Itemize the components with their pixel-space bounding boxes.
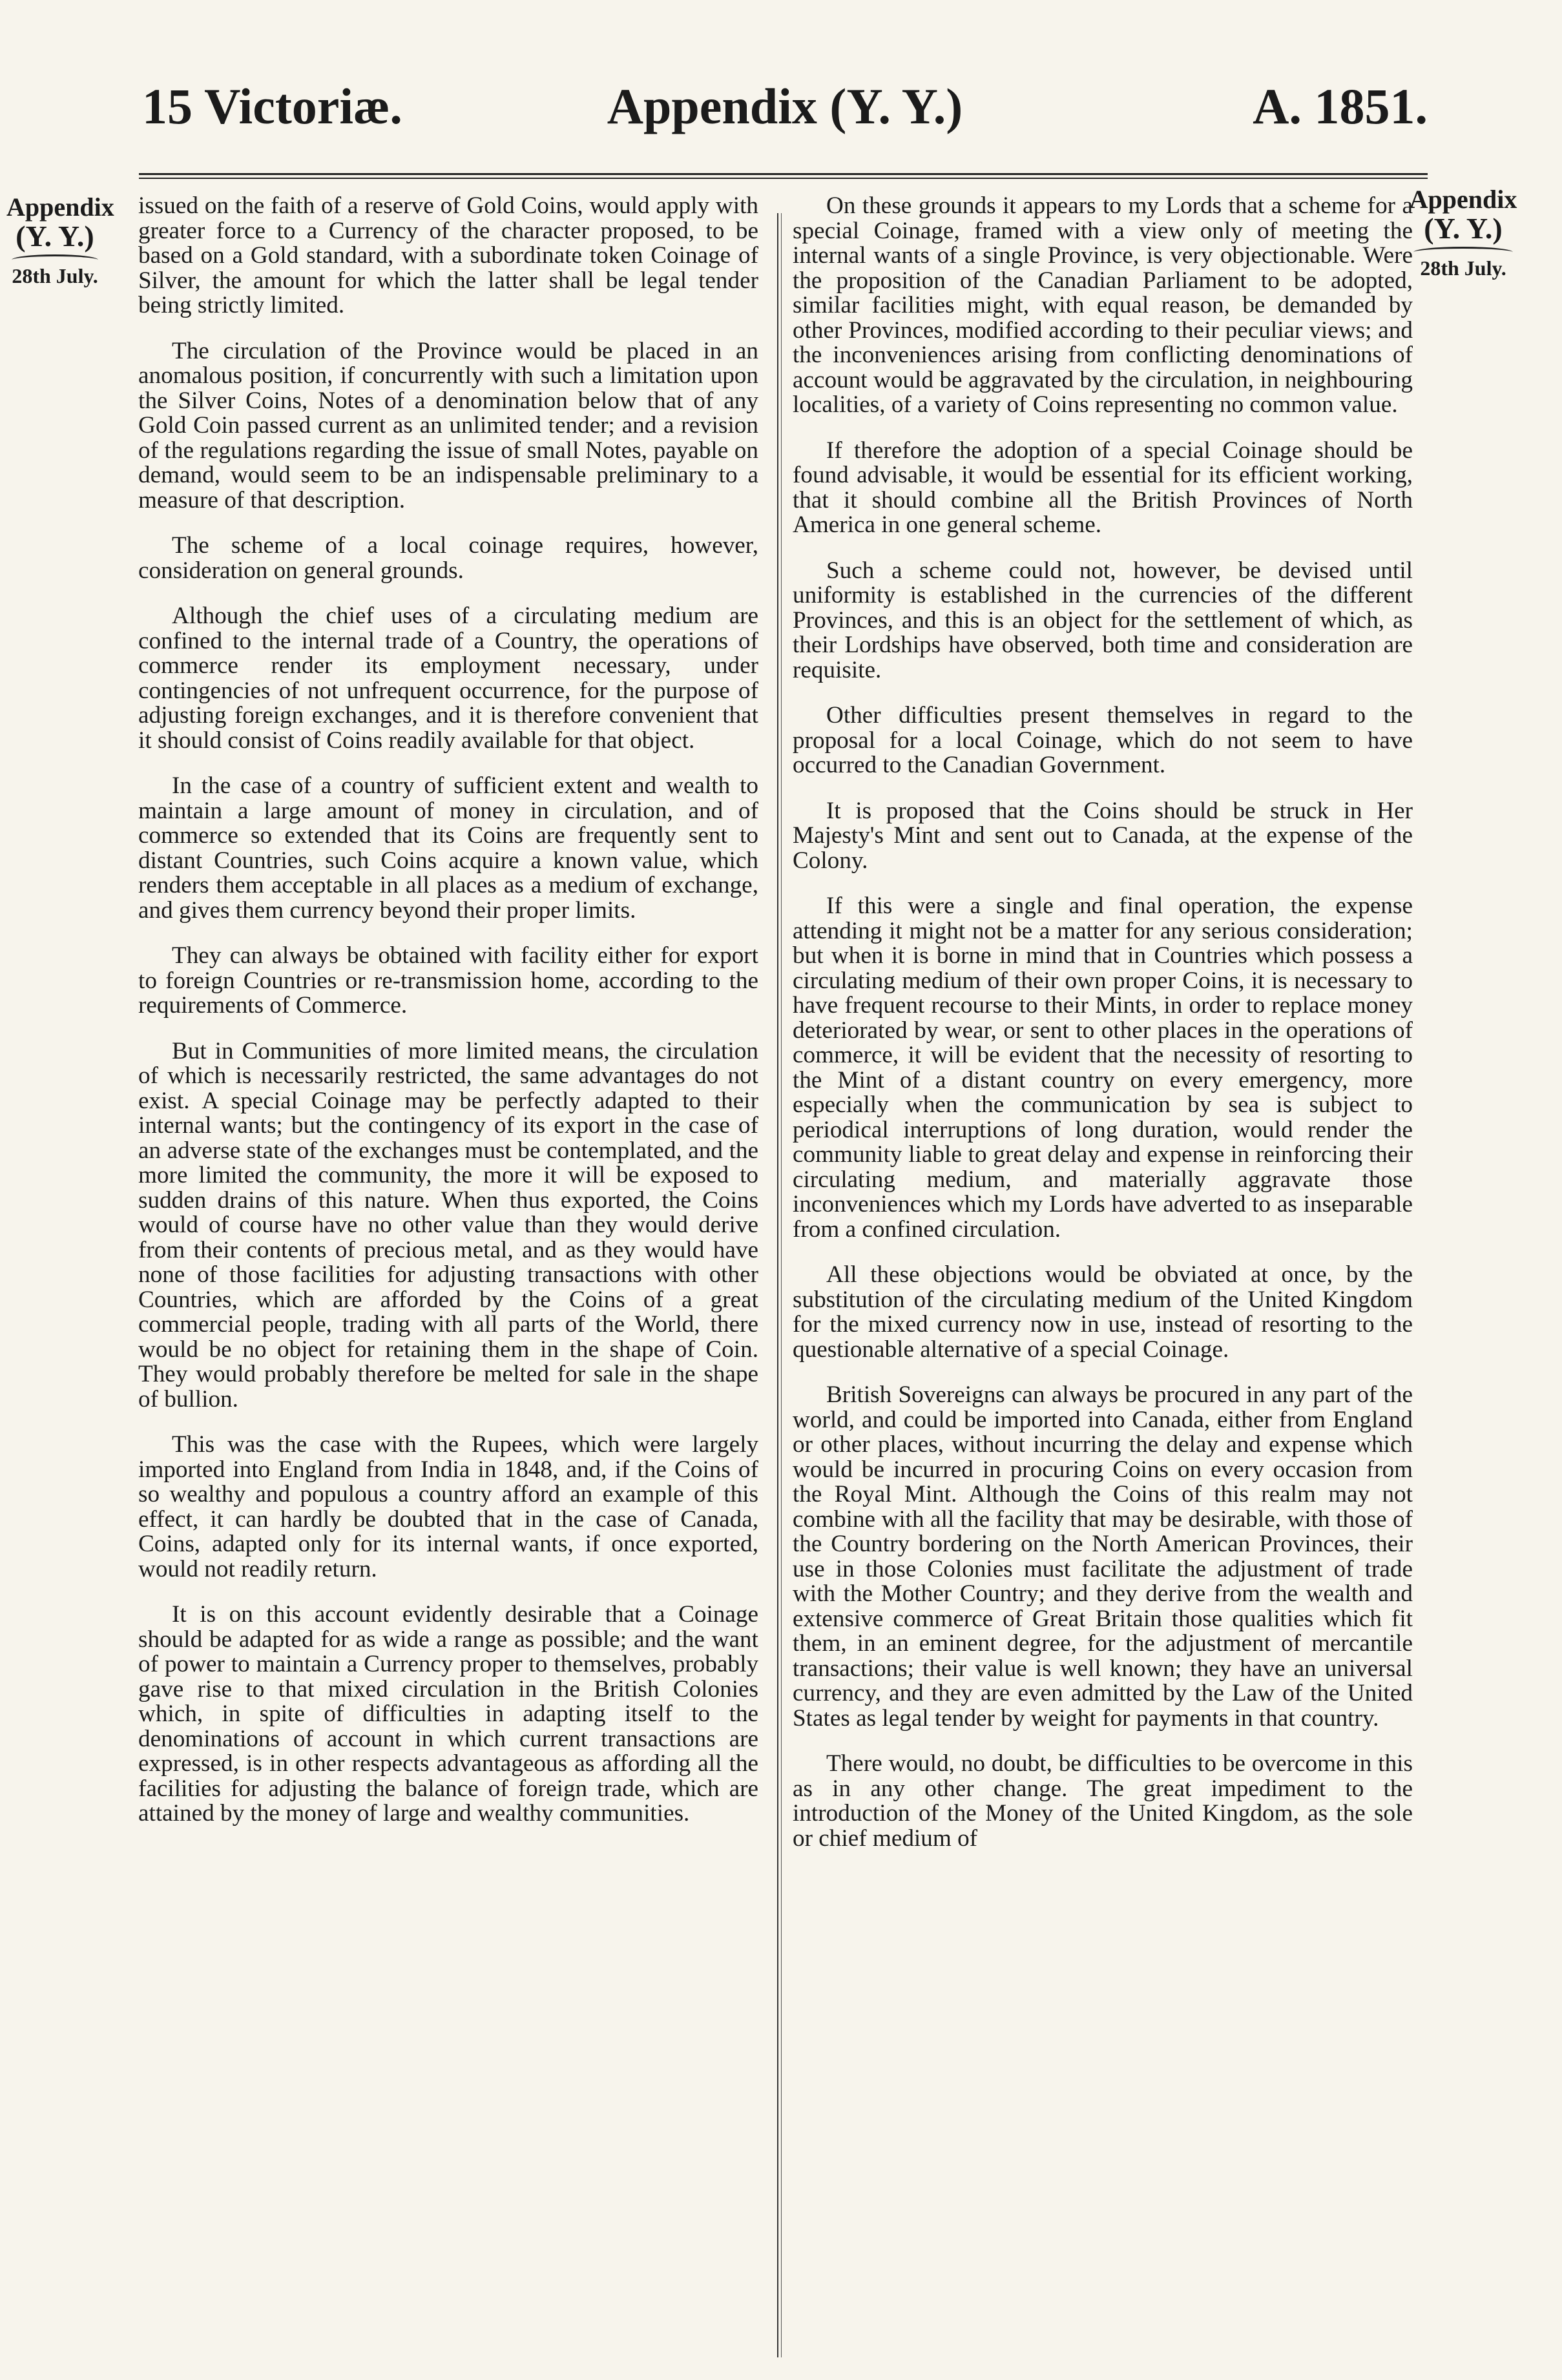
paragraph: But in Communities of more limited means, the circulation of which is necessarily restricted, the same advantages do not exist. A special Coinage may be perfectly adapted to their internal wants; but the contingency of its export in the case of an adverse state of the exchanges must be contemplated, and the more limited the community, the more it will be exposed to sudden drains of this nature. When thus exported, the Coins would of course have no other value than they would derive from their contents of precious metal, and as they would have none of those facilities for adjusting transactions with other Countries, which are afforded by the Coins of a great commercial people, trading with all parts of the World, there would be no object for retaining them in the shape of Coin. They would probably therefore be melted for sale in the shape of bullion. [138, 1037, 758, 1412]
paragraph: It is on this account evidently desirable that a Coinage should be adapted for as wide a range as possible; and the want of power to maintain a Currency proper to themselves, probably gave rise to that mixed circulation in the British Colonies which, in spite of difficulties in adapting itself to the denominations of account in which current transactions are expressed, is in other respects advantageous as affording all the facilities for adjusting the balance of foreign trade, which are attained by the money of large and wealthy communities. [138, 1601, 758, 1826]
left-column [138, 194, 758, 1847]
paragraph: issued on the faith of a reserve of Gold Coins, would apply with greater force to a Currency of the character proposed, to be based on a Gold standard, with a subordinate token Coinage of Silver, the amount for which the latter shall be legal tender being strictly limited. [138, 192, 758, 318]
margin-note-title: Appendix [1409, 185, 1517, 214]
paragraph: Such a scheme could not, however, be devised until uniformity is established in the currencies of the different Provinces, and this is an object for the settlement of which, as their Lordships have observed, both time and consideration are requisite. [793, 557, 1413, 683]
header-rule [139, 173, 1428, 179]
paragraph: There would, no doubt, be difficulties to be overcome in this as in any other change. The great impediment to the introduction of the Money of the United Kingdom, as the sole or chief medium of [793, 1750, 1413, 1852]
margin-note-title: Appendix [6, 192, 114, 222]
header-session: 15 Victoriæ. [142, 78, 402, 134]
right-column [793, 194, 1413, 1872]
paragraph: If therefore the adoption of a special Coinage should be found advisable, it would be essential for its efficient working, that it should combine all the British Provinces of North America in one general scheme. [793, 437, 1413, 538]
paragraph: This was the case with the Rupees, which were largely imported into England from India in 1848, and, if the Coins of so wealthy and populous a country afford an example of this effect, it can hardly be doubted that in the case of Canada, Coins, adapted only for its internal wants, if once exported, would not readily return. [138, 1431, 758, 1582]
paragraph: British Sovereigns can always be procured in any part of the world, and could be imported into Canada, either from England or other places, without incurring the delay and expense which would be incurred in procuring Coins on every occasion from the Royal Mint. Although the Coins of this realm may not combine with all the facility that may be desirable, with those of the Country bordering on the North American Provinces, their use in those Colonies must facilitate the adjustment of trade with the Mother Country; and they derive from the wealth and extensive commerce of Great Britain those qualities which fit them, in an eminent degree, for the adjustment of mercantile transactions; their value is well known; they have an universal currency, and they are even admitted by the Law of the United States as legal tender by weight for payments in that country. [793, 1381, 1413, 1732]
margin-note-appendix: (Y. Y.) [16, 220, 94, 253]
header-year: A. 1851. [1253, 78, 1428, 134]
column-divider-inner [781, 213, 782, 2357]
paragraph: They can always be obtained with facility either for export to foreign Countries or re-transmission home, according to the requirements of Commerce. [138, 942, 758, 1019]
paragraph: The circulation of the Province would be placed in an anomalous position, if concurrently with such a limitation upon the Silver Coins, Notes of a denomination below that of any Gold Coin passed current as an unlimited tender; and a revision of the regulations regarding the issue of small Notes, payable on demand, would seem to be an indispensable preliminary to a measure of that description. [138, 337, 758, 513]
paragraph: It is proposed that the Coins should be struck in Her Majesty's Mint and sent out to Canada, at the expense of the Colony. [793, 797, 1413, 874]
paragraph: All these objections would be obviated at once, by the substitution of the circulating medium of the United Kingdom for the mixed currency now in use, instead of resorting to the questionable alternative of a special Coinage. [793, 1261, 1413, 1363]
left-margin-note [6, 192, 114, 288]
paragraph: The scheme of a local coinage requires, however, consideration on general grounds. [138, 532, 758, 584]
margin-note-appendix: (Y. Y.) [1424, 212, 1503, 245]
paragraph: Although the chief uses of a circulating medium are confined to the internal trade of a Country, the operations of commerce render its employment necessary, under contingencies of not unfrequent occurrence, for the purpose of adjusting foreign exchanges, and it is therefore convenient that it should consist of Coins readily available for that object. [138, 603, 758, 754]
column-divider [777, 213, 778, 2357]
paragraph: On these grounds it appears to my Lords that a scheme for a special Coinage, framed with a view only of meeting the internal wants of a single Province, is very objectionable. Were the proposition of the Canadian Parliament to be adopted, similar facilities might, with equal reason, be demanded by other Provinces, modified according to their peculiar views; and the inconveniences arising from conflicting denominations of account would be aggravated by the circulation, in neighbouring localities, of a variety of Coins representing no common value. [793, 192, 1413, 418]
margin-note-date: 28th July. [1420, 256, 1506, 280]
paragraph: If this were a single and final operation, the expense attending it might not be a matter for any serious consideration; but when it is borne in mind that in Countries which possess a circulating medium of their own proper Coins, it is necessary to have frequent recourse to their Mints, in order to replace money deteriorated by wear, or sent to other places in the operations of commerce, it will be evident that the necessity of resorting to the Mint of a distant country on every emergency, more especially when the communication by sea is subject to periodical interruptions of long duration, would render the community liable to great delay and expense in reinforcing their circulating medium, and materially aggravate those inconveniences which my Lords have adverted to as inseparable from a confined circulation. [793, 893, 1413, 1243]
paragraph: In the case of a country of sufficient extent and wealth to maintain a large amount of money in circulation, and of commerce so extended that its Coins are frequently sent to distant Countries, such Coins acquire a known value, which renders them acceptable in all places as a medium of exchange, and gives them currency beyond their proper limits. [138, 772, 758, 924]
margin-note-date: 28th July. [12, 264, 98, 288]
header-appendix: Appendix (Y. Y.) [607, 78, 963, 134]
right-margin-note [1408, 186, 1518, 280]
paragraph: Other difficulties present themselves in regard to the proposal for a local Coinage, which do not seem to have occurred to the Canadian Government. [793, 702, 1413, 778]
running-header [142, 78, 1428, 149]
